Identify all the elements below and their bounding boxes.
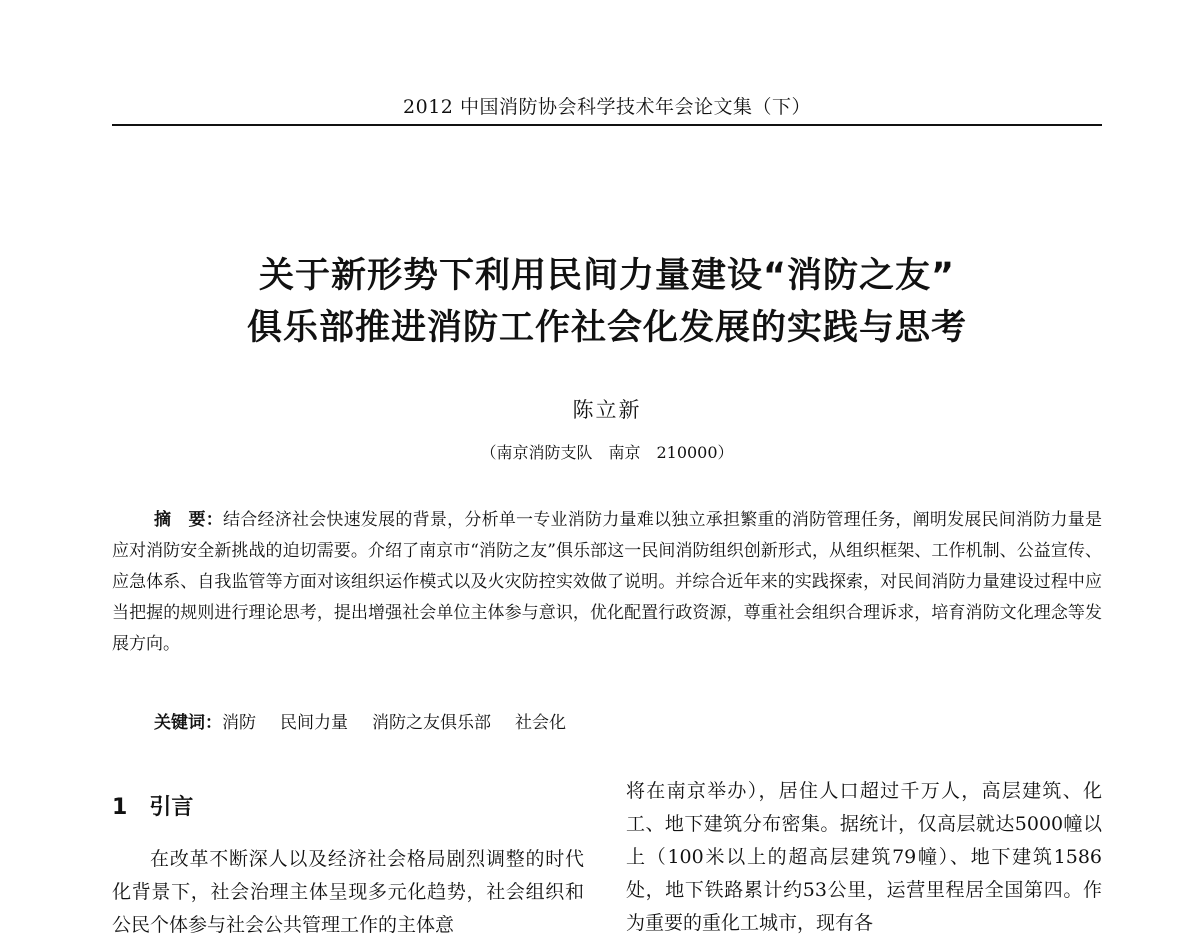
paper-title-line-1: 关于新形势下利用民间力量建设“消防之友” bbox=[258, 256, 955, 296]
section-number: 1 bbox=[112, 795, 128, 820]
abstract-text: 结合经济社会快速发展的背景，分析单一专业消防力量难以独立承担繁重的消防管理任务，阐明发展民间消防力量是应对消防安全新挑战的迫切需要。介绍了南京市“消防之友”俱乐部这一民间消防组织创新形式，从组织框架、工作机制、公益宣传、应急体系、自我监管等方面对该组织运作模式以及火灾防控实效做了说明。并综合近年来的实践探索，对民间消防力量建设过程中应当把握的规则进行理论思考，提出增强社会单位主体参与意识，优化配置行政资源，尊重社会组织合理诉求，培育消防文化理念等发展方向。 bbox=[112, 510, 1103, 654]
author-name: 陈立新 bbox=[572, 398, 642, 422]
body-column-left bbox=[112, 843, 584, 942]
keyword-item: 消防之友俱乐部 bbox=[372, 713, 491, 733]
body-column-right: 将在南京举办），居住人口超过千万人，高层建筑、化工、地下建筑分布密集。据统计，仅高层就达5000幢以上（100米以上的超高层建筑79幢）、地下建筑1586处，地下铁路累计约53公里，运营里程居全国第四。作为重要的重化工城市，现有各 bbox=[626, 780, 1102, 934]
author-affiliation: （南京消防支队 南京 210000） bbox=[480, 443, 734, 462]
running-header: 2012 中国消防协会科学技术年会论文集（下） bbox=[403, 96, 811, 118]
body-paragraph: 在改革不断深人以及经济社会格局剧烈调整的时代化背景下，社会治理主体呈现多元化趋势，社会组织和公民个体参与社会公共管理工作的主体意 bbox=[112, 848, 584, 936]
keywords-list bbox=[222, 713, 590, 733]
paper-title-line-2: 俱乐部推进消防工作社会化发展的实践与思考 bbox=[246, 308, 967, 348]
section-heading bbox=[112, 790, 193, 821]
keyword-item: 社会化 bbox=[515, 713, 566, 733]
keyword-item: 消防 bbox=[222, 713, 256, 733]
paper-title bbox=[112, 250, 1102, 354]
abstract-label: 摘 要： bbox=[154, 510, 223, 530]
header-rule bbox=[112, 124, 1102, 126]
abstract bbox=[112, 505, 1102, 660]
section-title: 引言 bbox=[149, 795, 194, 820]
keyword-item: 民间力量 bbox=[280, 713, 348, 733]
keywords-label: 关键词： bbox=[154, 713, 222, 733]
keywords bbox=[154, 708, 1094, 739]
